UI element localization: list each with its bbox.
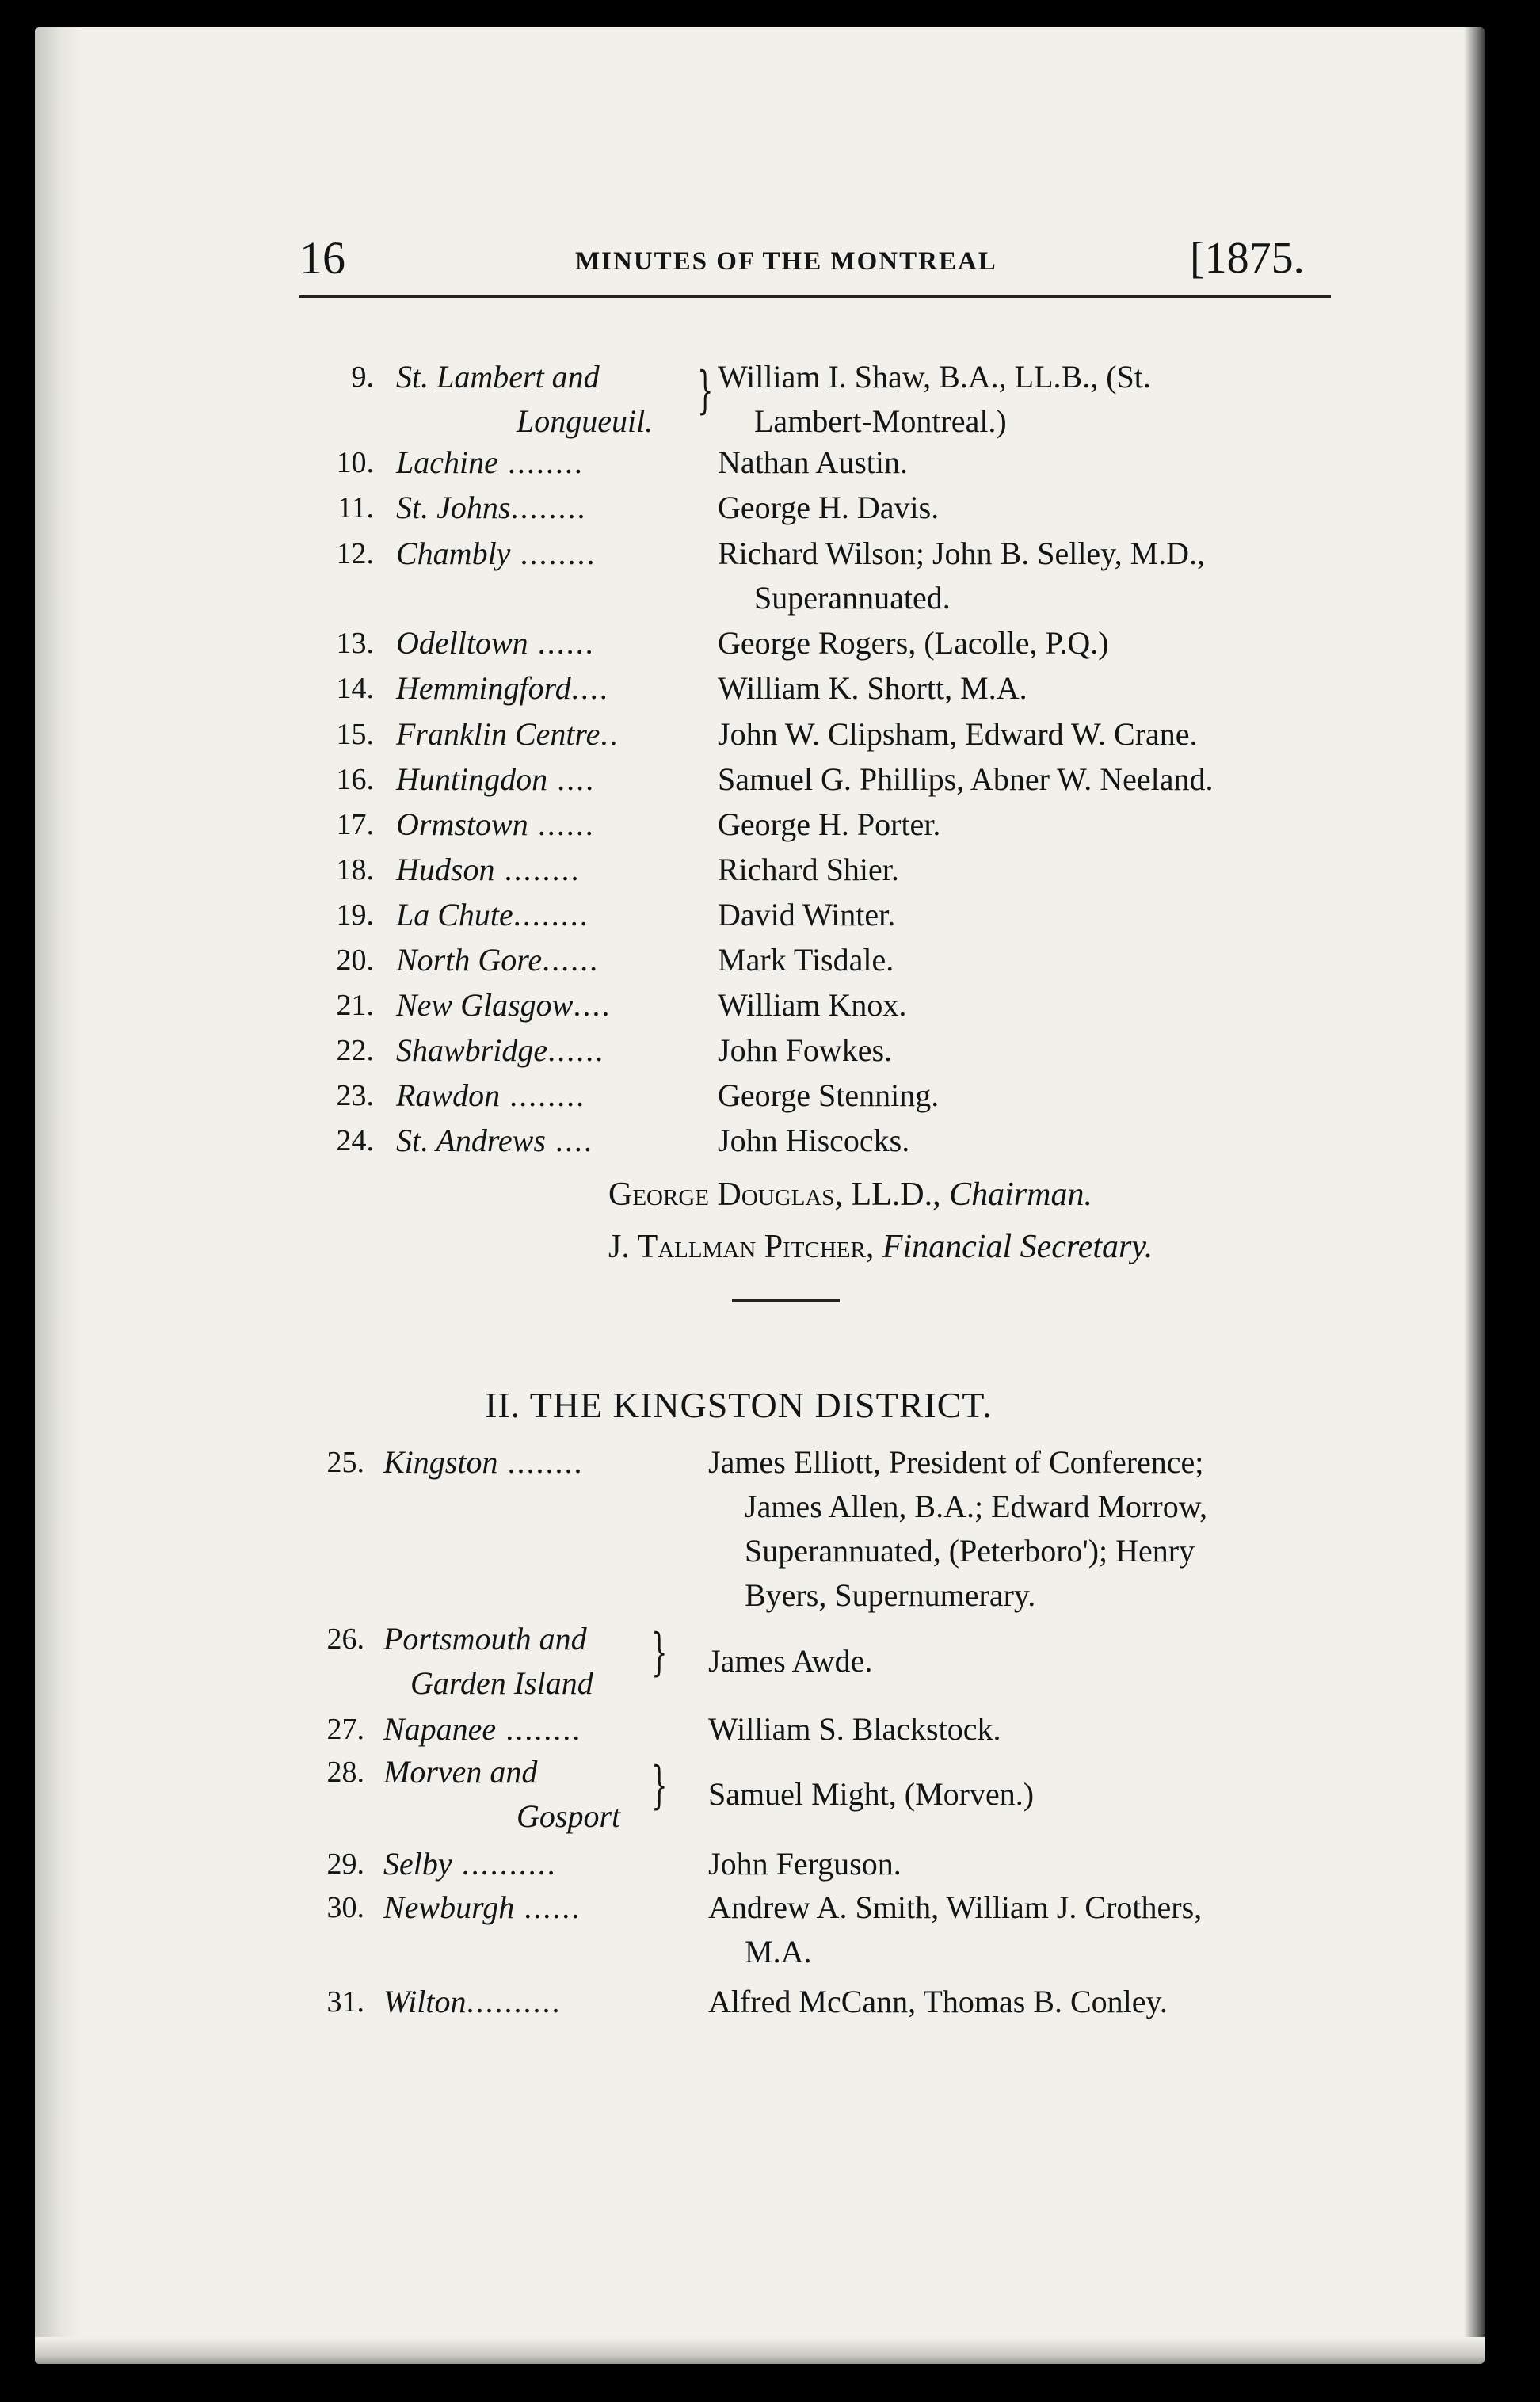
pastor-names: William I. Shaw, B.A., LL.B., (St. [718,359,1151,395]
entry-number: 30. [326,1891,364,1924]
pastor-names: George H. Davis. [718,490,940,525]
place-name [396,1122,593,1159]
leader-dots: .. [600,716,619,752]
place-name [396,896,589,933]
pastor-names: William S. Blackstock. [708,1711,1001,1747]
pastor-names: Richard Shier. [718,852,899,887]
leader-dots: .... [573,987,612,1023]
chairman-name: George Douglas [608,1176,835,1213]
place-text: Selby [383,1846,452,1882]
entry-number: 15. [336,718,374,751]
place-name [383,1710,581,1748]
chairman-line [608,1176,1092,1214]
place-text: New Glasgow [396,987,574,1023]
place-name [383,1620,587,1657]
entry-number: 20. [336,944,374,977]
place-name [383,1753,537,1790]
pastor-names: William K. Shortt, M.A. [718,670,1027,706]
leader-dots: ........ [510,490,587,525]
place-name [396,986,611,1024]
place-text: Chambly [396,536,511,571]
leader-dots: .......... [466,1984,562,2019]
place-text: Huntingdon [396,761,548,797]
entry-number: 16. [336,763,374,796]
entry-number: 31. [326,1985,364,2019]
pastor-names: William Knox. [718,987,907,1023]
place-text: Franklin Centre [396,716,600,752]
place-text: Napanee [383,1711,497,1747]
chairman-role: Chairman. [949,1176,1092,1213]
place-name [396,806,595,843]
entry-number: 14. [336,672,374,705]
place-name [396,1031,604,1069]
entry-number: 29. [326,1847,364,1881]
place-name [396,535,596,572]
leader-dots: .... [547,761,596,797]
leader-dots: ........ [494,852,581,887]
section-divider [732,1299,840,1302]
entry-number: 23. [336,1079,374,1112]
place-text: Odelltown [396,625,528,661]
place-text: Shawbridge [396,1032,548,1068]
place-text: St. Andrews [396,1123,546,1158]
leader-dots: ........ [500,1077,586,1113]
place-name [396,761,595,798]
place-text: North Gore [396,942,543,978]
place-name [396,941,599,978]
place-text: St. Johns [396,490,511,525]
leader-dots: ........ [497,1444,584,1480]
place-text: Lachine [396,444,498,480]
place-name-continued: Garden Island [410,1665,593,1701]
place-text: Rawdon [396,1077,501,1113]
entry-number: 26. [326,1622,364,1656]
year: [1875. [1190,234,1305,283]
entry-number: 25. [326,1446,364,1479]
entry-number: 24. [336,1124,374,1157]
pastor-names: Nathan Austin. [718,444,908,480]
pastor-names-continued: Byers, Supernumerary. [745,1577,1036,1613]
leader-dots: .... [570,670,609,706]
secretary-name: J. Tallman Pitcher [608,1229,866,1265]
secretary-role: Financial Secretary. [882,1229,1153,1265]
leader-dots: ........ [510,536,597,571]
entry-number: 22. [336,1034,374,1067]
leader-dots: .......... [452,1846,557,1882]
place-text: Portsmouth and [383,1621,587,1657]
place-name [396,715,619,753]
pastor-names: Samuel Might, (Morven.) [708,1776,1035,1812]
running-title: MINUTES OF THE MONTREAL [575,247,997,276]
leader-dots: ........ [513,897,589,932]
secretary-line [608,1228,1153,1266]
pastor-names: George Stenning. [718,1077,940,1113]
place-name [396,851,580,888]
pastor-names: George H. Porter. [718,806,941,842]
place-name [396,444,584,481]
pastor-names: Alfred McCann, Thomas B. Conley. [708,1984,1168,2019]
entry-number: 28. [326,1756,364,1789]
brace: } [651,1756,668,1815]
place-text: Kingston [383,1444,498,1480]
place-text: Hudson [396,852,495,887]
place-text: Newburgh [383,1889,515,1925]
entry-number: 10. [336,446,374,479]
place-name [383,1443,583,1481]
pastor-names: John Ferguson. [708,1846,902,1882]
brace: } [651,1623,668,1682]
pastor-names: Samuel G. Phillips, Abner W. Neeland. [718,761,1214,797]
place-name [396,624,595,662]
place-name [383,1889,581,1926]
place-name-continued: Longueuil. [517,403,654,439]
entry-number: 19. [336,898,374,932]
pastor-names-continued: Lambert-Montreal.) [754,403,1007,439]
entry-number: 13. [336,627,374,660]
pastor-names: David Winter. [718,897,896,932]
place-text: Wilton [383,1984,467,2019]
place-name [383,1983,561,2020]
place-name-continued: Gosport [517,1798,621,1834]
place-name [383,1845,557,1882]
pastor-names: Richard Wilson; John B. Selley, M.D., [718,536,1206,571]
entry-number: 27. [326,1713,364,1746]
pastor-names-continued: Superannuated, (Peterboro'); Henry [745,1533,1195,1569]
place-text: St. Lambert and [396,359,600,395]
pastor-names: James Awde. [708,1643,873,1679]
page-number: 16 [299,232,345,284]
pastor-names: John Fowkes. [718,1032,893,1068]
pastor-names-continued: M.A. [745,1934,812,1969]
pastor-names-continued: Superannuated. [754,580,951,616]
secretary-sep: , [865,1229,882,1265]
place-name [396,669,609,707]
place-name [396,1077,585,1114]
place-name [396,489,586,526]
entry-number: 12. [336,537,374,570]
entry-number: 9. [351,360,374,394]
place-text: Morven and [383,1754,538,1790]
leader-dots: ........ [496,1711,582,1747]
entry-number: 17. [336,808,374,841]
entry-number: 11. [337,491,374,524]
place-text: Ormstown [396,806,528,842]
pastor-names: George Rogers, (Lacolle, P.Q.) [718,625,1109,661]
place-text: Hemmingford [396,670,571,706]
place-name [396,358,600,395]
place-text: La Chute [396,897,513,932]
leader-dots: .... [545,1123,593,1158]
leader-dots: ...... [547,1032,605,1068]
district-heading: II. THE KINGSTON DISTRICT. [485,1385,993,1425]
pastor-names: Andrew A. Smith, William J. Crothers, [708,1889,1203,1925]
entry-number: 18. [336,853,374,886]
leader-dots: ...... [514,1889,581,1925]
pastor-names: John W. Clipsham, Edward W. Crane. [718,716,1198,752]
leader-dots: ........ [497,444,584,480]
brace: } [697,361,714,420]
pastor-names: Mark Tisdale. [718,942,894,978]
entry-number: 21. [336,989,374,1022]
leader-dots: ...... [528,806,595,842]
pastor-names-continued: James Allen, B.A.; Edward Morrow, [745,1489,1207,1524]
pastor-names: John Hiscocks. [718,1123,910,1158]
leader-dots: ...... [542,942,600,978]
leader-dots: ...... [528,625,595,661]
chairman-degree: , LL.D., [834,1176,950,1213]
pastor-names: James Elliott, President of Conference; [708,1444,1204,1480]
